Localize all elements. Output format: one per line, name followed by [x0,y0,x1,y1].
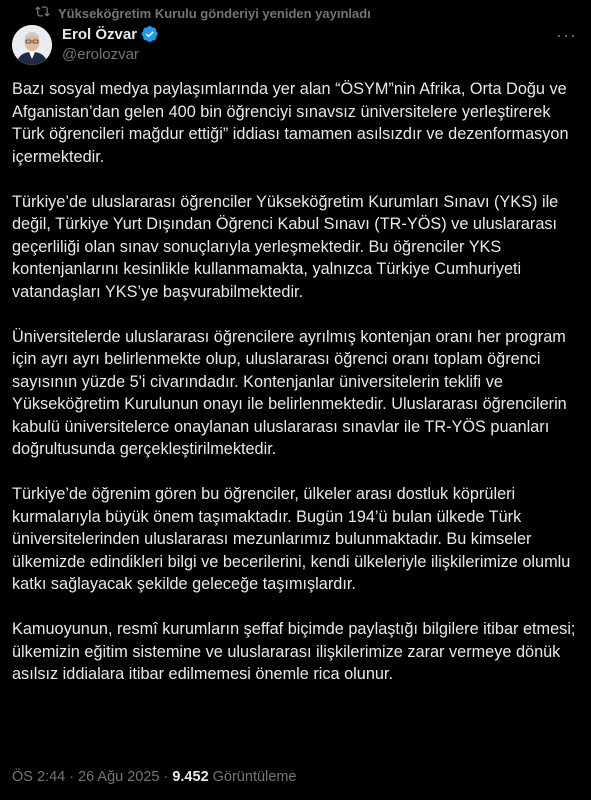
repost-icon [35,4,50,22]
author-block[interactable] [62,24,159,63]
repost-context[interactable] [35,4,371,22]
tweet-date[interactable]: 26 Ağu 2025 [78,769,160,785]
tweet-time[interactable]: ÖS 2:44 [12,769,66,785]
tweet-paragraph: Türkiye’de öğrenim gören bu öğrenciler, ülkeler arası dostluk köprüleri kurmalarıyla büyük önem taşımaktadır. Bugün 194’ü bulan ülkede Türk üniversitelerinden uluslararası mezunlarımız bulunmaktadır. Bu kimseler ülkemizde edindikleri bilgi ve becerilerini, kendi ülkeleriyle ilişkilerimize olumlu katkı sağlayacak şekilde geleceğe taşımışlardır. [12,485,571,593]
tweet-meta [12,767,296,787]
tweet-text [12,78,582,708]
verified-badge-icon[interactable] [141,25,159,43]
avatar[interactable] [12,25,52,65]
repost-text: Yükseköğretim Kurulu gönderiyi yeniden yayınladı [58,5,371,21]
author-handle[interactable]: @erolozvar [62,46,139,63]
views-count: 9.452 [172,769,209,785]
meta-separator: · [163,769,169,785]
tweet-paragraph: Üniversitelerde uluslararası öğrencilere ayrılmış kontenjan oranı her program için ayrı ayrı belirlenmekte olup, uluslararası öğrenci oranı toplam öğrenci sayısının yüzde 5'i civarındadır. Kontenjanlar üniversitelerin teklifi ve Yükseköğretim Kurulunun onayı ile belirlenmektedir. Uluslararası öğrencilerin kabulü üniversitelerce onaylanan uluslararası sınavlar ile TR-YÖS puanları doğrultusunda gerçekleştirilmektedir. [12,327,567,458]
tweet-paragraph: Kamuoyunun, resmî kurumların şeffaf biçimde paylaştığı bilgilere itibar etmesi; ülkemizin eğitim sistemine ve uluslararası ilişkilerimize zarar vermeye dönük asılsız iddialara itibar edilmemesi önemle rica olunur. [12,620,576,683]
tweet-paragraph: Türkiye’de uluslararası öğrenciler Yükseköğretim Kurumları Sınavı (YKS) ile değil, Türkiye Yurt Dışından Öğrenci Kabul Sınavı (TR-YÖS) ve uluslararası geçerliliği olan sınav sonuçlarıyla yerleşmektedir. Bu öğrenciler YKS kontenjanlarını kesinlikle kullanmamakta, yalnızca Türkiye Cumhuriyeti vatandaşları YKS’ye başvurabilmektedir. [12,192,559,301]
author-name[interactable]: Erol Özvar [62,25,138,43]
tweet-paragraph: Bazı sosyal medya paylaşımlarında yer alan “ÖSYM”nin Afrika, Orta Doğu ve Afganistan’dan gelen 400 bin öğrenciyi sınavsız üniversitelere yerleştirerek Türk öğrencileri mağdur ettiği” iddiası tamamen asılsızdır ve dezenformasyon içermektedir. [12,80,569,166]
meta-separator: · [69,769,75,785]
more-options-icon[interactable]: ··· [556,25,577,45]
views-label: Görüntüleme [212,769,297,785]
